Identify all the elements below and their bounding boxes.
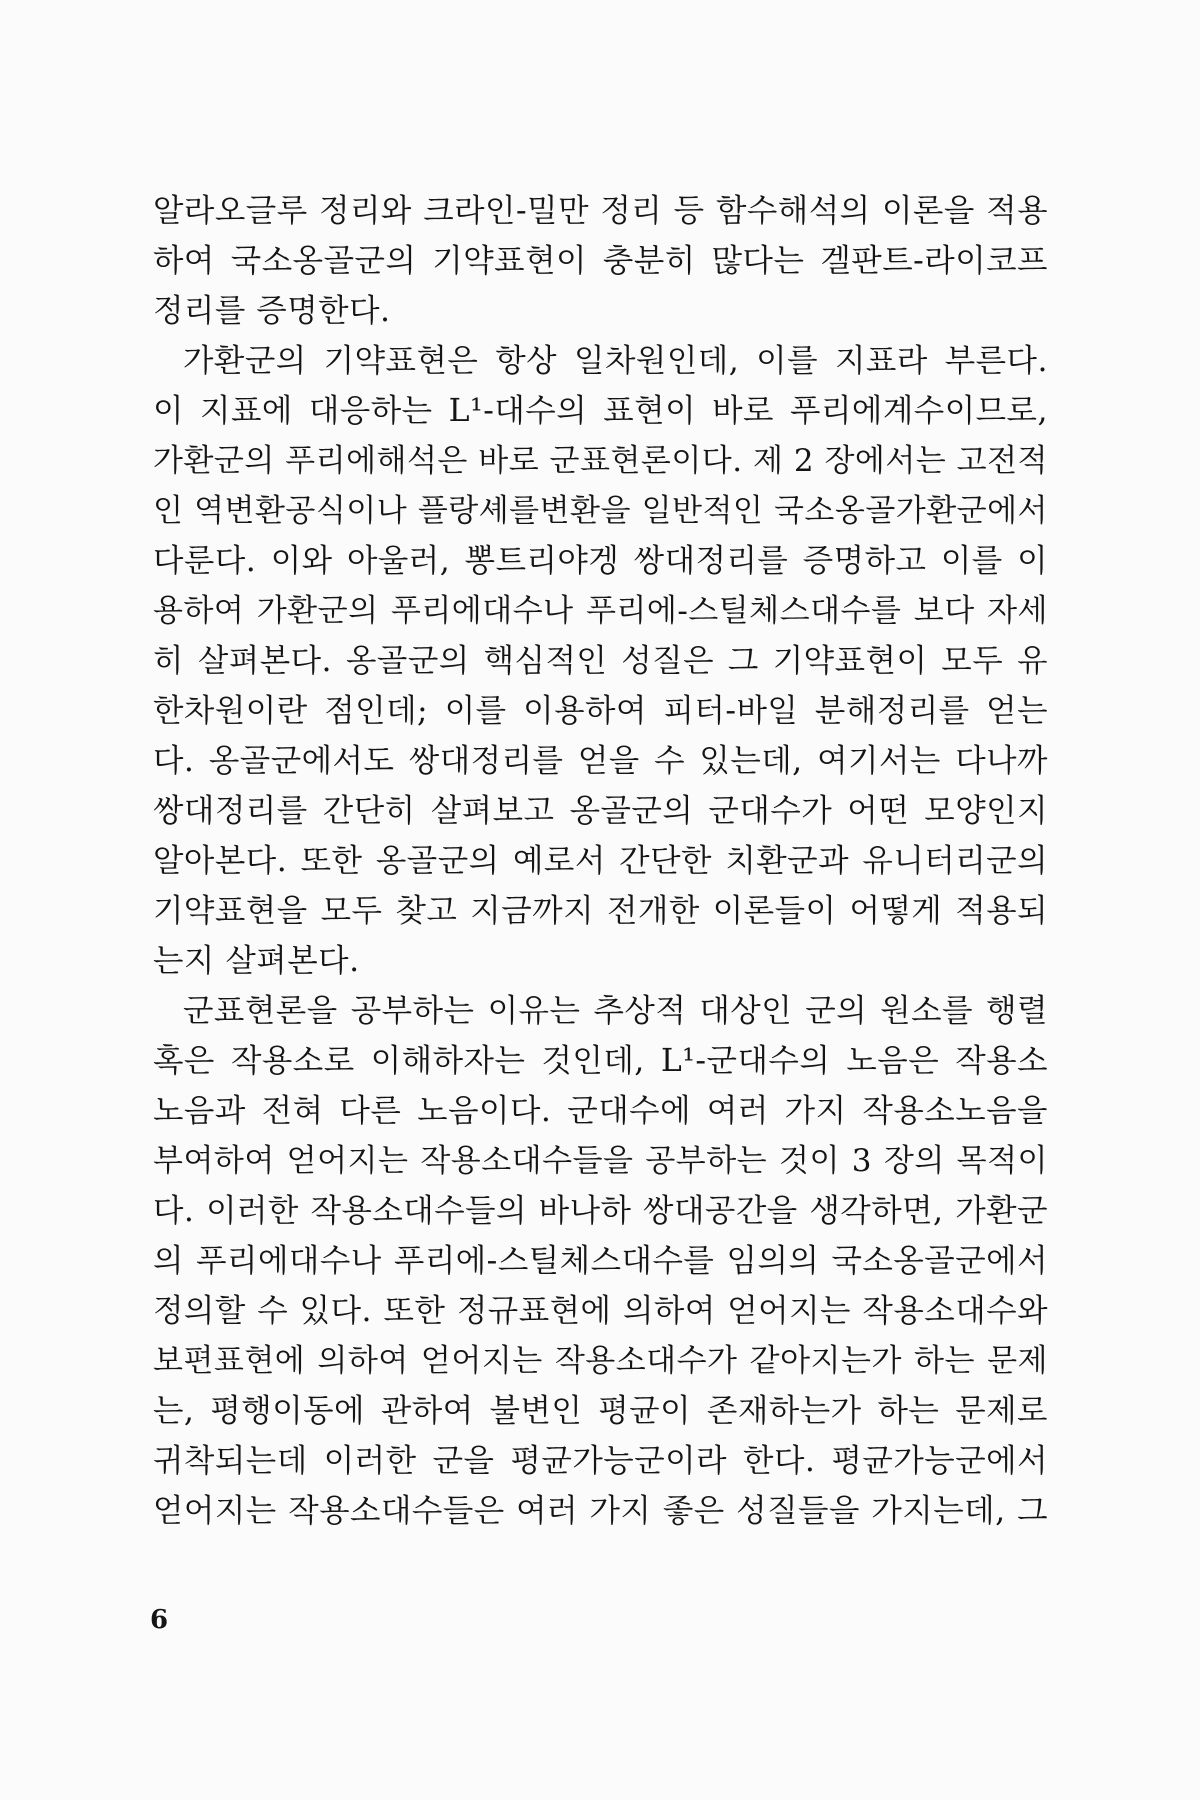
text-line: 의 푸리에대수나 푸리에-스틸체스대수를 임의의 국소옹골군에서 (153, 1243, 1048, 1279)
text-line: 가환군의 푸리에해석은 바로 군표현론이다. 제 2 장에서는 고전적 (153, 443, 1048, 479)
text-line: 다룬다. 이와 아울러, 뽕트리야겡 쌍대정리를 증명하고 이를 이 (153, 543, 1048, 579)
text-line: 알아본다. 또한 옹골군의 예로서 간단한 치환군과 유니터리군의 (153, 843, 1048, 879)
text-line: 정의할 수 있다. 또한 정규표현에 의하여 얻어지는 작용소대수와 (153, 1293, 1048, 1329)
body-text (153, 186, 1048, 1536)
text-line: 보편표현에 의하여 얻어지는 작용소대수가 같아지는가 하는 문제 (153, 1343, 1048, 1379)
page-number: 6 (150, 1605, 169, 1635)
text-line: 노음과 전혀 다른 노음이다. 군대수에 여러 가지 작용소노음을 (153, 1093, 1048, 1129)
text-line: 다. 옹골군에서도 쌍대정리를 얻을 수 있는데, 여기서는 다나까 (153, 743, 1048, 779)
text-line: 인 역변환공식이나 플랑셰를변환을 일반적인 국소옹골가환군에서 (153, 493, 1048, 529)
text-line: 히 살펴본다. 옹골군의 핵심적인 성질은 그 기약표현이 모두 유 (153, 643, 1048, 679)
text-line: 쌍대정리를 간단히 살펴보고 옹골군의 군대수가 어떤 모양인지 (153, 793, 1048, 829)
text-line: 한차원이란 점인데; 이를 이용하여 피터-바일 분해정리를 얻는 (153, 693, 1048, 729)
text-line: 군표현론을 공부하는 이유는 추상적 대상인 군의 원소를 행렬 (183, 993, 1048, 1029)
text-line: 용하여 가환군의 푸리에대수나 푸리에-스틸체스대수를 보다 자세 (153, 593, 1048, 629)
text-line: 는지 살펴본다. (153, 943, 360, 979)
text-line: 얻어지는 작용소대수들은 여러 가지 좋은 성질들을 가지는데, 그 (153, 1493, 1048, 1529)
text-line: 귀착되는데 이러한 군을 평균가능군이라 한다. 평균가능군에서 (153, 1443, 1048, 1479)
text-line: 다. 이러한 작용소대수들의 바나하 쌍대공간을 생각하면, 가환군 (153, 1193, 1048, 1229)
text-line: 정리를 증명한다. (153, 293, 391, 329)
text-line: 이 지표에 대응하는 L¹-대수의 표현이 바로 푸리에계수이므로, (153, 393, 1048, 429)
text-line: 알라오글루 정리와 크라인-밀만 정리 등 함수해석의 이론을 적용 (153, 193, 1048, 229)
text-line: 하여 국소옹골군의 기약표현이 충분히 많다는 겔판트-라이코프 (153, 243, 1048, 279)
text-line: 혹은 작용소로 이해하자는 것인데, L¹-군대수의 노음은 작용소 (153, 1043, 1048, 1079)
text-line: 가환군의 기약표현은 항상 일차원인데, 이를 지표라 부른다. (183, 343, 1048, 379)
text-line: 기약표현을 모두 찾고 지금까지 전개한 이론들이 어떻게 적용되 (153, 893, 1048, 929)
text-line: 는, 평행이동에 관하여 불변인 평균이 존재하는가 하는 문제로 (153, 1393, 1048, 1429)
text-line: 부여하여 얻어지는 작용소대수들을 공부하는 것이 3 장의 목적이 (153, 1143, 1048, 1179)
